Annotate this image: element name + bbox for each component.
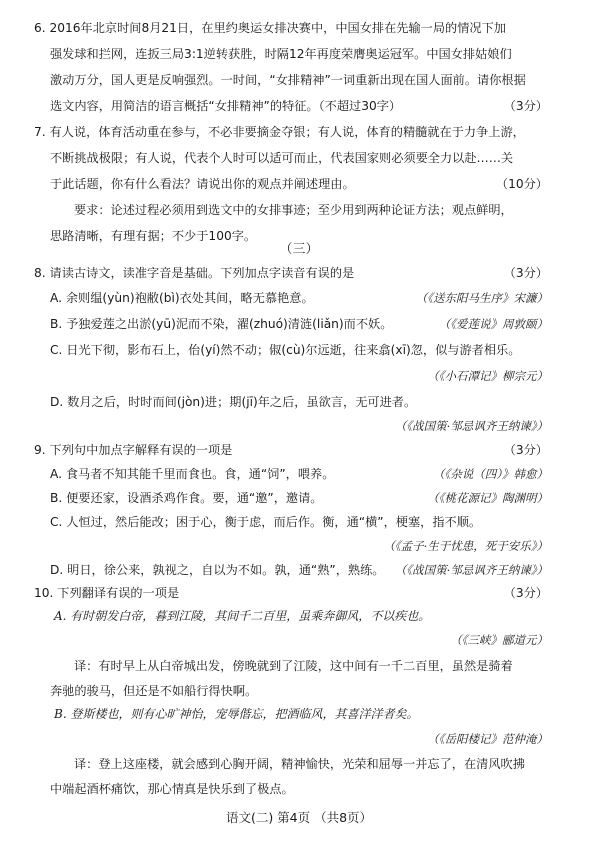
q8-option-d-source (0, 416, 598, 436)
source-citation: （《战国策·邹忌讽齐王纳谏》） (394, 419, 548, 433)
q8-stem: 8. 请读古诗文，读准字音是基础。下列加点字读音有误的是 （3分） (0, 263, 598, 283)
q7-requirement: 要求：论述过程必须用到选文中的女排事迹；至少用到两种论证方法；观点鲜明， (74, 203, 513, 217)
q10-option-a: A. 有时朝发白帝，暮到江陵，其间千二百里，虽乘奔御风，不以疾也。 (54, 609, 431, 623)
q8-option-c: C. 日光下彻，影布石上，佁(yí)然不动；俶(cù)尔远逝，往来翕(xī)忽，似与游者相乐。 (50, 343, 521, 357)
q10-option-b-source (0, 729, 598, 749)
q8-option-a: A. 余则缊(yùn)袍敝(bì)衣处其间，略无慕艳意。 （《送东阳马生序》宋濂） (0, 288, 598, 308)
q9-option-c: C. 人恒过，然后能改；困于心，衡于虑，而后作。衡，通“横”，梗塞，指不顺。 (50, 515, 482, 529)
q8-option-b: B. 予独爱莲之出淤(yū)泥而不染，濯(zhuó)清涟(liǎn)而不妖。 （《爱莲说》周敦颐） (0, 314, 598, 334)
q9-option-c-source (0, 536, 598, 556)
page-footer: 语文(二) 第4页 （共8页） (225, 810, 373, 825)
q6-score: （3分） (503, 99, 548, 113)
q10-option-a-source (0, 630, 598, 650)
q10-option-a-translation: 译：有时早上从白帝城出发，傍晚就到了江陵，这中间有一千二百里，虽然是骑着 (74, 659, 513, 673)
q9-option-b: B. 便要还家，设酒杀鸡作食。要，通“邀”，邀请。 （《桃花源记》陶渊明） (0, 488, 598, 508)
source-citation: （《桃花源记》陶渊明） (427, 491, 548, 505)
q10-option-b-translation: 译：登上这座楼，就会感到心胸开阔，精神愉快，光荣和屈辱一并忘了，在清风吹拂 (74, 757, 525, 771)
q9-stem: 9. 下列句中加点字解释有误的一项是 （3分） (0, 440, 598, 460)
q6-line: 强发球和拦网，连扳三局3:1逆转获胜，时隔12年再度荣膺奥运冠军。中国女排姑娘们 (50, 47, 512, 61)
source-citation: （《小石潭记》柳宗元） (427, 369, 548, 383)
q7-line: 于此话题，你有什么看法？请说出你的观点并阐述理由。 （10分） (0, 174, 598, 194)
q7-requirement: 思路清晰，有理有据；不少于100字。 (50, 229, 257, 243)
q10-option-b-translation: 中端起酒杯痛饮，那心情真是快乐到了极点。 (50, 782, 294, 796)
source-citation: （《孟子·生于忧患，死于安乐》） (383, 539, 548, 553)
source-citation: （《战国策·邹忌讽齐王纳谏》） (394, 563, 548, 577)
q7-line: 不断挑战极限；有人说，代表个人时可以适可而止，代表国家则必须要全力以赴……关 (50, 151, 514, 165)
q6-line: 激动万分，国人更是反响强烈。一时间，“女排精神”一词重新出现在国人面前。请你根据 (50, 73, 526, 87)
q10-option-b: B. 登斯楼也，则有心旷神怡，宠辱偕忘，把酒临风，其喜洋洋者矣。 (54, 707, 419, 721)
q6-line: 选文内容，用简洁的语言概括“女排精神”的特征。（不超过30字） （3分） (0, 96, 598, 116)
q9-option-a: A. 食马者不知其能千里而食也。食，通“饲”，喂养。 （《杂说（四）》韩愈） (0, 464, 598, 484)
q9-option-d: D. 明日，徐公来，孰视之，自以为不如。孰，通“熟”，熟练。 （《战国策·邹忌讽齐王纳谏》） (0, 560, 598, 580)
q8-option-c-source (0, 366, 598, 386)
source-citation: （《岳阳楼记》范仲淹） (427, 732, 548, 746)
source-citation: （《三峡》郦道元） (450, 633, 548, 647)
q10-score: （3分） (503, 586, 548, 600)
source-citation: （《爱莲说》周敦颐） (438, 317, 548, 331)
q8-option-d: D. 数月之后，时时而间(jòn)进；期(jī)年之后，虽欲言，无可进者。 (50, 395, 417, 409)
q8-score: （3分） (503, 266, 548, 280)
section-heading: （三） (279, 242, 319, 257)
q10-option-a-translation: 奔驰的骏马，但还是不如船行得快啊。 (50, 684, 258, 698)
q7-score: （10分） (495, 177, 548, 191)
q7-line: 7. 有人说，体育活动重在参与，不必非要摘金夺银；有人说，体育的精髓就在于力争上游， (34, 125, 525, 139)
q9-score: （3分） (503, 443, 548, 457)
q10-stem: 10. 下列翻译有误的一项是 （3分） (0, 583, 598, 603)
source-citation: （《杂说（四）》韩愈） (433, 467, 548, 481)
q6-line: 6. 2016年北京时间8月21日，在里约奥运女排决赛中，中国女排在先输一局的情况下加 (34, 21, 506, 35)
source-citation: （《送东阳马生序》宋濂） (415, 291, 548, 305)
